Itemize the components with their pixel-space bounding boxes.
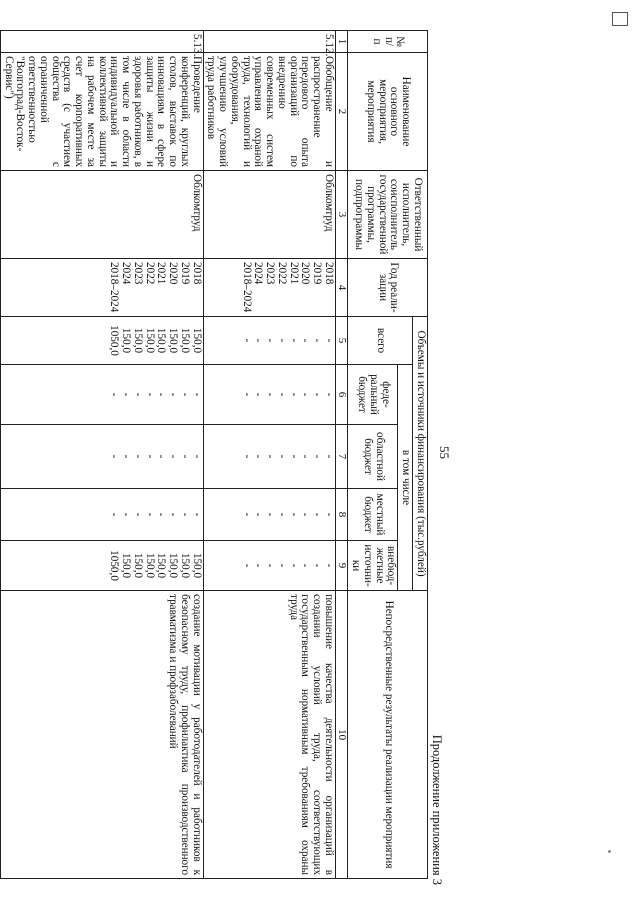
row-local-value: - [190, 512, 203, 517]
row-federal-value: - [108, 392, 121, 397]
header-funding: Объемы и источники финансирования (тыс.рублей) [413, 317, 428, 591]
row-years-value: 2018–2024 [240, 262, 253, 313]
row-local-value: - [120, 512, 133, 517]
row-number: 5.12. [203, 31, 335, 53]
row-years-value: 2018 [322, 262, 335, 285]
row-regional-value: - [190, 454, 203, 459]
row-regional-value: - [167, 454, 180, 459]
row-extra-value: 150,0 [178, 552, 191, 579]
row-extra-value: - [275, 563, 288, 568]
row-regional-value: - [311, 454, 324, 459]
col-number: 4 [335, 259, 348, 317]
col-number: 6 [335, 365, 348, 425]
row-federal-value: - [240, 392, 253, 397]
row-extra-value: 150,0 [167, 552, 180, 579]
header-num: № п/п [348, 31, 428, 53]
row-extra-value: 150,0 [120, 552, 133, 579]
row-local-value: - [167, 512, 180, 517]
row-years [0, 259, 203, 317]
row-federal-value: - [120, 392, 133, 397]
row-extra-value: - [287, 563, 300, 568]
row-local-value: - [108, 512, 121, 517]
row-local [0, 489, 203, 541]
row-total [0, 317, 203, 365]
row-extra-value: 150,0 [155, 552, 168, 579]
row-federal-value: - [299, 392, 312, 397]
row-local-value: - [275, 512, 288, 517]
row-extra-value: 150,0 [131, 552, 144, 579]
row-regional-value: - [120, 454, 133, 459]
row-years-value: 2020 [167, 262, 180, 285]
table-row [203, 31, 335, 879]
col-number: 5 [335, 317, 348, 365]
row-total-value: - [240, 338, 253, 343]
row-years-value: 2019 [311, 262, 324, 285]
row-years-value: 2023 [264, 262, 277, 285]
row-federal [0, 365, 203, 425]
row-regional-value: - [143, 454, 156, 459]
row-years-value: 2018 [190, 262, 203, 285]
row-local-value: - [178, 512, 191, 517]
row-total-value: 150,0 [131, 327, 144, 354]
row-regional-value: - [287, 454, 300, 459]
header-total: всего [348, 317, 413, 365]
row-local-value: - [311, 512, 324, 517]
row-regional-value: - [108, 454, 121, 459]
row-federal-value: - [275, 392, 288, 397]
row-executor: Облкомтруд [203, 171, 335, 259]
row-federal-value: - [131, 392, 144, 397]
row-total-value: 150,0 [190, 327, 203, 354]
row-years-value: 2020 [299, 262, 312, 285]
row-years [203, 259, 335, 317]
row-result: создание мотивации у работодателей и работников к безопасному труду, профилактика производственного травматизма и профзаболеваний [0, 591, 203, 879]
row-total-value: - [287, 338, 300, 343]
header-including: в том числе [398, 365, 413, 591]
header-name: Наименование основного мероприятия, мероприятия [348, 53, 428, 171]
row-regional-value: - [275, 454, 288, 459]
row-total-value: - [299, 338, 312, 343]
row-years-value: 2024 [252, 262, 265, 285]
row-extra-value: 150,0 [190, 552, 203, 579]
row-federal-value: - [143, 392, 156, 397]
row-regional-value: - [178, 454, 191, 459]
row-local-value: - [131, 512, 144, 517]
page-number: 55 [437, 446, 452, 459]
row-local-value: - [299, 512, 312, 517]
header-regional: областной бюджет [348, 425, 398, 489]
row-federal-value: - [167, 392, 180, 397]
row-total-value: 150,0 [143, 327, 156, 354]
row-years-value: 2023 [131, 262, 144, 285]
row-extra-value: - [299, 563, 312, 568]
col-number: 10 [335, 591, 348, 879]
row-federal-value: - [287, 392, 300, 397]
row-result: повышение качества деятельности организаций в создании условий труда, соответствующих государственным нормативным требованиям охраны труда [203, 591, 335, 879]
col-number: 8 [335, 489, 348, 541]
row-local-value: - [252, 512, 265, 517]
row-total-value: 150,0 [178, 327, 191, 354]
row-extra-value: 150,0 [143, 552, 156, 579]
program-table [0, 30, 428, 879]
row-regional-value: - [155, 454, 168, 459]
row-total-value: - [275, 338, 288, 343]
row-federal-value: - [322, 392, 335, 397]
header-federal: феде-ральный бюджет [348, 365, 398, 425]
row-number: 5.13. [0, 31, 203, 53]
row-name: Проведение конференций, круглых столов, выставок по инновациям в сфере защиты жизни и здоровья работников, в том числе в области индивидуальной и коллективной защиты на рабочем месте за счет корпоративных средств (с участием общества с ограниченной ответственностью "Волгоград-Восток-Сервис") [0, 53, 203, 171]
row-local-value: - [322, 512, 335, 517]
row-years-value: 2021 [287, 262, 300, 285]
row-regional [203, 425, 335, 489]
row-local-value: - [240, 512, 253, 517]
row-regional-value: - [131, 454, 144, 459]
col-number: 7 [335, 425, 348, 489]
row-total-value: - [322, 338, 335, 343]
row-total-value: 150,0 [167, 327, 180, 354]
row-extra-value: - [311, 563, 324, 568]
row-federal-value: - [264, 392, 277, 397]
row-extra-value: 1050,0 [108, 550, 121, 581]
row-federal-value: - [252, 392, 265, 397]
column-number-row [335, 31, 348, 879]
row-federal-value: - [190, 392, 203, 397]
row-local-value: - [143, 512, 156, 517]
row-regional-value: - [252, 454, 265, 459]
row-federal-value: - [178, 392, 191, 397]
col-number: 2 [335, 53, 348, 171]
header-result: Непосредственные результаты реализации мероприятия [348, 591, 428, 879]
row-federal-value: - [311, 392, 324, 397]
row-years-value: 2024 [120, 262, 133, 285]
row-total-value: 150,0 [120, 327, 133, 354]
row-local [203, 489, 335, 541]
row-extra [203, 541, 335, 591]
row-total-value: - [311, 338, 324, 343]
row-federal [203, 365, 335, 425]
row-years-value: 2019 [178, 262, 191, 285]
row-regional-value: - [264, 454, 277, 459]
row-total-value: - [252, 338, 265, 343]
row-extra-value: - [240, 563, 253, 568]
row-total-value: - [264, 338, 277, 343]
row-years-value: 2021 [155, 262, 168, 285]
row-federal-value: - [155, 392, 168, 397]
row-extra-value: - [322, 563, 335, 568]
col-number: 1 [335, 31, 348, 53]
table-row [0, 31, 203, 879]
col-number: 9 [335, 541, 348, 591]
row-years-value: 2022 [275, 262, 288, 285]
header-extra: внебюд-жетные источни-ки [348, 541, 398, 591]
row-total [203, 317, 335, 365]
row-extra [0, 541, 203, 591]
row-regional-value: - [322, 454, 335, 459]
row-years-value: 2022 [143, 262, 156, 285]
row-years-value: 2018–2024 [108, 262, 121, 313]
row-regional [0, 425, 203, 489]
row-local-value: - [155, 512, 168, 517]
row-extra-value: - [252, 563, 265, 568]
row-total-value: 150,0 [155, 327, 168, 354]
row-local-value: - [287, 512, 300, 517]
row-name: Обобщение и распространение передового опыта организаций по внедрению современных систем управления охраной труда, технологий и оборудования, улучшению условий труда работников [203, 53, 335, 171]
continuation-note: Продолжение приложения 3 [430, 734, 444, 885]
row-regional-value: - [240, 454, 253, 459]
header-row-1 [413, 31, 428, 879]
row-executor: Облкомтруд [0, 171, 203, 259]
row-total-value: 1050,0 [108, 325, 121, 356]
header-executor: Ответственный исполнитель, соисполнитель государственной программы, подпрограммы [348, 171, 428, 259]
row-extra-value: - [264, 563, 277, 568]
header-local: местный бюджет [348, 489, 398, 541]
col-number: 3 [335, 171, 348, 259]
row-regional-value: - [299, 454, 312, 459]
table-body [0, 31, 335, 879]
header-year: Год реали-зации [348, 259, 428, 317]
row-local-value: - [264, 512, 277, 517]
